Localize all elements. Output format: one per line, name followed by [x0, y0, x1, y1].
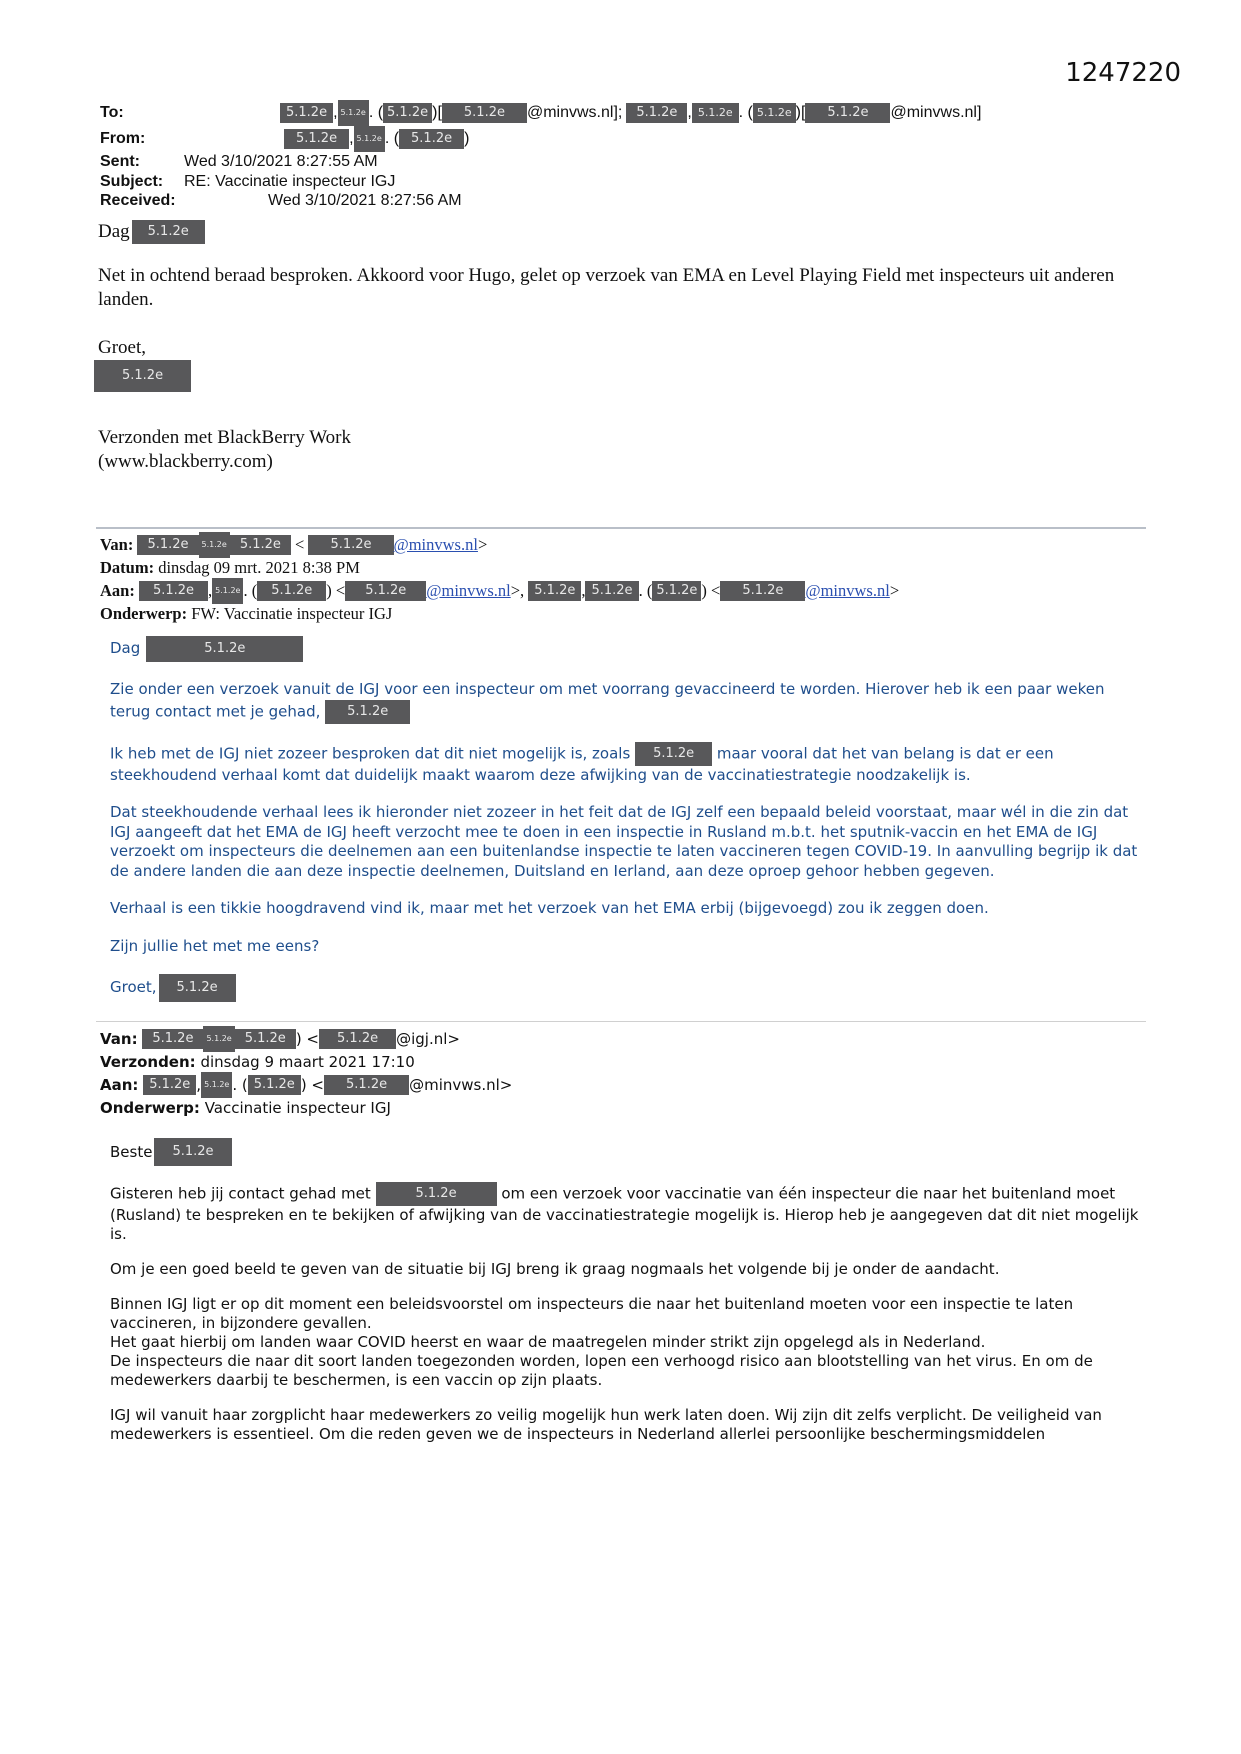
reply-greeting: Dag: [98, 221, 130, 242]
redaction: 5.1.2e: [345, 581, 426, 601]
email-link[interactable]: @minvws.nl: [805, 581, 890, 600]
redaction: 5.1.2e: [257, 581, 326, 601]
to-domain: @minvws.nl]: [890, 104, 982, 122]
redaction: 5.1.2e: [308, 535, 393, 555]
redaction: 5.1.2e: [230, 535, 291, 555]
redaction: 5.1.2e: [154, 1138, 231, 1166]
redaction: 5.1.2e: [626, 103, 687, 123]
redaction: 5.1.2e: [635, 742, 712, 766]
redaction: 5.1.2e: [201, 1072, 232, 1098]
reply-body: [98, 220, 1128, 474]
separator-line: [96, 527, 1146, 529]
forward-header: Van: 5.1.2e 5.1.2e 5.1.2e < 5.1.2e @minvws.nl > Datum: dinsdag 09 mrt. 2021 8:38 PM Aan: 5.1.2e , 5.1.2e . ( 5.1.2e ) < 5.1.2e @minvws.nl >, 5.1.2e , 5.1.2e . ( 5.1.2e ) < 5.1.2e @minvws.nl > Onderwerp: FW: Vaccinatie inspecteur IGJ: [100, 532, 899, 624]
original-body: [110, 1138, 1140, 1460]
redaction: 5.1.2e: [442, 103, 527, 123]
aan-email: @minvws.nl>: [409, 1076, 513, 1094]
orig-paragraph-1a: Gisteren heb jij contact gehad met: [110, 1184, 371, 1203]
to-domain: @minvws.nl];: [526, 104, 623, 122]
received-label: Received:: [100, 192, 176, 209]
orig-paragraph-1b: om een verzoek voor vaccinatie van één inspecteur die naar het buitenland moet (Rusland) te bespreken en te bekijken of afwijking van de vaccinatiestrategie mogelijk is. Hierop heb je aangegeven dat dit niet mogelijk is.: [110, 1184, 1139, 1243]
aan-label: Aan:: [100, 1076, 139, 1094]
email-link[interactable]: @minvws.nl: [393, 535, 478, 554]
redaction: 5.1.2e: [284, 129, 349, 149]
redaction: 5.1.2e: [132, 220, 205, 244]
redaction: 5.1.2e: [319, 1029, 396, 1049]
redaction: 5.1.2e: [692, 103, 739, 123]
redaction: 5.1.2e: [324, 1075, 409, 1095]
redaction: 5.1.2e: [199, 532, 230, 558]
email-header: [100, 100, 981, 211]
van-label: Van:: [100, 535, 134, 554]
redaction: 5.1.2e: [137, 535, 198, 555]
forward-body: [110, 636, 1140, 1020]
redaction: 5.1.2e: [338, 100, 369, 126]
redaction: 5.1.2e: [528, 581, 581, 601]
redaction: 5.1.2e: [159, 974, 236, 1002]
orig-greeting: Beste: [110, 1142, 153, 1161]
received-value: Wed 3/10/2021 8:27:56 AM: [268, 192, 462, 209]
orig-paragraph-2: Om je een goed beeld te geven van de situatie bij IGJ breng ik graag nogmaals het volgende bij je onder de aandacht.: [110, 1260, 1000, 1278]
reply-text: Net in ochtend beraad besproken. Akkoord voor Hugo, gelet op verzoek van EMA en Level Playing Field met inspecteurs uit anderen landen.: [98, 265, 1115, 310]
fw-paragraph-1: Zie onder een verzoek vanuit de IGJ voor een inspecteur om met voorrang gevaccineerd te worden. Hierover heb ik een paar weken terug contact met je gehad,: [110, 680, 1105, 720]
redaction: 5.1.2e: [280, 103, 333, 123]
separator-line: [96, 1021, 1146, 1022]
subject-label: Subject:: [100, 172, 164, 190]
verzonden-label: Verzonden:: [100, 1053, 196, 1071]
sent-label: Sent:: [100, 153, 140, 170]
redaction: 5.1.2e: [235, 1029, 296, 1049]
fw-paragraph-5: Zijn jullie het met me eens?: [110, 936, 320, 955]
orig-paragraph-3-line3: De inspecteurs die naar dit soort landen toegezonden worden, lopen een verhoogd risico aan blootstelling van het virus. En om de medewerkers daarbij te beschermen, is een vaccin op zijn plaats.: [110, 1352, 1093, 1389]
original-header: Van: 5.1.2e 5.1.2e 5.1.2e ) < 5.1.2e @igj.nl> Verzonden: dinsdag 9 maart 2021 17:10 Aan: 5.1.2e , 5.1.2e . ( 5.1.2e ) < 5.1.2e @minvws.nl> Onderwerp: Vaccinatie inspecteur IGJ: [100, 1026, 512, 1118]
orig-paragraph-4: IGJ wil vanuit haar zorgplicht haar medewerkers zo veilig mogelijk hun werk laten doen. Wij zijn dit zelfs verplicht. De veiligheid van medewerkers is essentieel. Om die reden geven we de inspecteurs in Nederland allerlei persoonlijke beschermingsmiddelen: [110, 1406, 1102, 1443]
fw-closing: Groet,: [110, 978, 157, 997]
redaction: 5.1.2e: [203, 1026, 234, 1052]
redaction: 5.1.2e: [376, 1182, 497, 1206]
orig-paragraph-3-line1: Binnen IGJ ligt er op dit moment een beleidsvoorstel om inspecteurs die naar het buitenland moeten voor een inspectie te laten vaccineren, in bijzondere gevallen.: [110, 1295, 1074, 1332]
van-email: @igj.nl>: [396, 1030, 460, 1048]
redaction: 5.1.2e: [248, 1075, 301, 1095]
fw-paragraph-3: Dat steekhoudende verhaal lees ik hieronder niet zozeer in het feit dat de IGJ zelf een bepaald beleid voorstaat, maar wél in die zin dat IGJ aangeeft dat het EMA de IGJ heeft verzocht mee te doen in een inspectie in Rusland m.b.t. het sputnik-vaccin en het EMA de IGJ verzoekt om inspecteurs die deelnemen aan een buitenlandse inspectie te laten vaccineren tegen COVID-19. In aanvulling begrijp ik dat de andere landen die aan deze inspectie deelnemen, Duitsland en Ierland, aan deze oproep gehoor hebben gegeven.: [110, 803, 1138, 880]
redaction: 5.1.2e: [720, 581, 805, 601]
email-link[interactable]: @minvws.nl: [426, 581, 511, 600]
redaction: 5.1.2e: [212, 578, 243, 604]
redaction: 5.1.2e: [325, 700, 410, 724]
subject-value: RE: Vaccinatie inspecteur IGJ: [184, 172, 396, 190]
redaction: 5.1.2e: [585, 581, 638, 601]
onderwerp-label: Onderwerp:: [100, 1099, 200, 1117]
reply-closing: Groet,: [98, 337, 147, 358]
verzonden-value: dinsdag 9 maart 2021 17:10: [200, 1053, 415, 1071]
redaction: 5.1.2e: [805, 103, 890, 123]
redaction: 5.1.2e: [354, 126, 385, 152]
orig-paragraph-3-line2: Het gaat hierbij om landen waar COVID heerst en waar de maatregelen minder strikt zijn opgelegd als in Nederland.: [110, 1333, 986, 1351]
fw-greeting: Dag: [110, 639, 141, 658]
aan-label: Aan:: [100, 581, 135, 600]
redaction: 5.1.2e: [143, 1075, 196, 1095]
onderwerp-value: Vaccinatie inspecteur IGJ: [204, 1099, 391, 1117]
datum-label: Datum:: [100, 558, 155, 577]
sent-value: Wed 3/10/2021 8:27:55 AM: [184, 153, 378, 170]
van-label: Van:: [100, 1030, 138, 1048]
signature-line1: Verzonden met BlackBerry Work: [98, 427, 351, 448]
to-label: To:: [100, 104, 124, 122]
redaction: 5.1.2e: [383, 103, 432, 123]
redaction: 5.1.2e: [753, 103, 796, 123]
from-label: From:: [100, 130, 146, 148]
onderwerp-label: Onderwerp:: [100, 604, 188, 623]
redaction: 5.1.2e: [652, 581, 701, 601]
redaction: 5.1.2e: [94, 360, 191, 392]
subject-row: [100, 172, 981, 192]
received-row: [100, 191, 981, 211]
fw-paragraph-4: Verhaal is een tikkie hoogdravend vind ik, maar met het verzoek van het EMA erbij (bijgevoegd) zou ik zeggen doen.: [110, 899, 989, 917]
redaction: 5.1.2e: [146, 636, 303, 662]
fw-paragraph-2a: Ik heb met de IGJ niet zozeer besproken dat dit niet mogelijk is, zoals: [110, 744, 631, 762]
sent-row: [100, 152, 981, 172]
from-row: From: 5.1.2e , 5.1.2e . ( 5.1.2e ): [100, 126, 981, 152]
datum-value: dinsdag 09 mrt. 2021 8:38 PM: [158, 558, 360, 577]
signature-line2: (www.blackberry.com): [98, 451, 273, 472]
redaction: 5.1.2e: [139, 581, 208, 601]
redaction: 5.1.2e: [142, 1029, 203, 1049]
onderwerp-value: FW: Vaccinatie inspecteur IGJ: [191, 604, 393, 623]
to-row: To: 5.1.2e , 5.1.2e . ( 5.1.2e )[ 5.1.2e @minvws.nl]; 5.1.2e , 5.1.2e . ( 5.1.2e )[ 5.1.2e @minvws.nl]: [100, 100, 981, 126]
document-number: 1247220: [1065, 58, 1181, 88]
fw-paragraph-2b: maar vooral dat het van belang is dat er een steekhoudend verhaal komt dat duidelijk maakt waarom deze afwijking van de vaccinatiestrategie noodzakelijk is.: [110, 744, 1054, 784]
redaction: 5.1.2e: [399, 129, 464, 149]
